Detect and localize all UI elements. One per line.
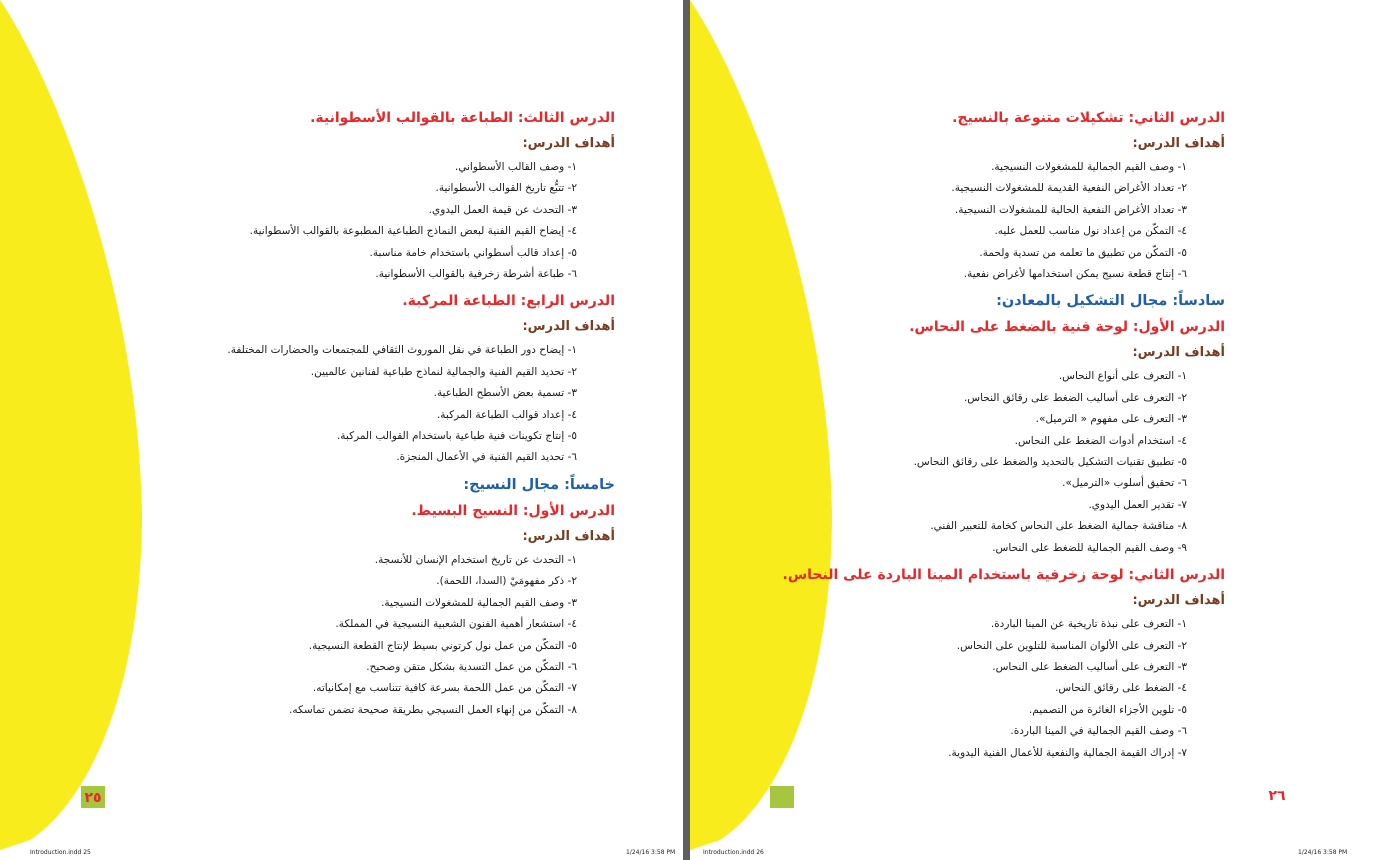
goals-list [220, 157, 615, 285]
lesson-heading: الدرس الأول: النسيج البسيط. [411, 502, 615, 519]
list-item: ٧- إدراك القيمة الجمالية والنفعية للأعمال الفنية اليدوية. [948, 746, 1187, 759]
field-heading: خامساً: مجال النسيج: [463, 476, 615, 493]
list-item: ٤- استشعار أهمية الفنون الشعبية النسيجية في المملكة. [335, 618, 577, 631]
list-item: ٢- تعداد الأغراض النفعية القديمة للمشغولات النسيجية. [951, 182, 1187, 195]
list-item: ٩- وصف القيم الجمالية للضغط على النحاس. [992, 541, 1187, 554]
list-item: ١- التعرف على أنواع النحاس. [1058, 370, 1187, 383]
list-item: ٣- التعرف على مفهوم « الترميل». [1035, 413, 1187, 426]
list-item: ٤- إعداد قوالب الطباعة المركبة. [436, 408, 577, 421]
list-item: ٢- تتبُّع تاريخ القوالب الأسطوانية. [435, 182, 577, 195]
list-item: ١- التعرف على نبذة تاريخية عن المينا الباردة. [990, 618, 1187, 631]
list-item: ٢- التعرف على أساليب الضغط على رقائق النحاس. [963, 391, 1187, 404]
left-page [0, 0, 683, 860]
goals-list [220, 340, 615, 468]
lesson-heading: الدرس الثاني: لوحة زخرفية باستخدام المينا الباردة على النحاس. [782, 567, 1225, 584]
list-item: ٥- تطبيق تقنيات التشكيل بالتحديد والضغط على رقائق النحاس. [913, 456, 1187, 469]
list-item: ٢- تحديد القيم الفنية والجمالية لنماذج طباعية لفنانين عالميين. [310, 365, 577, 378]
list-item: ٥- إعداد قالب أسطواني باستخدام خامة مناسبة. [369, 246, 577, 259]
field-heading: سادساً: مجال التشكيل بالمعادن: [996, 293, 1225, 310]
list-item: ١- التحدث عن تاريخ استخدام الإنسان للأنسجة. [374, 553, 577, 566]
lesson-heading: الدرس الرابع: الطباعة المركبة. [402, 293, 615, 310]
lesson-heading: الدرس الأول: لوحة فنية بالضغط على النحاس. [909, 319, 1225, 336]
goals-heading: أهداف الدرس: [522, 528, 615, 544]
goals-list [780, 614, 1225, 764]
goals-heading: أهداف الدرس: [1132, 136, 1225, 151]
goals-heading: أهداف الدرس: [522, 136, 615, 151]
list-item: ٤- الضغط على رقائق النحاس. [1055, 682, 1187, 695]
list-item: ٣- تسمية بعض الأسطح الطباعية. [433, 387, 577, 400]
footer-file: Introduction.indd 25 [30, 849, 91, 856]
list-item: ٥- التمكّن من عمل نول كرتوني بسيط لإنتاج القطعة النسيجية. [308, 639, 577, 652]
list-item: ٤- التمكّن من إعداد نول مناسب للعمل عليه. [994, 225, 1187, 238]
list-item: ٥- التمكّن من تطبيق ما تعلمه من تسدية ولحمة. [979, 246, 1187, 259]
lesson-heading: الدرس الثالث: الطباعة بالقوالب الأسطوانية. [310, 110, 615, 126]
left-page-content [220, 108, 615, 727]
list-item: ٦- وصف القيم الجمالية في المينا الباردة. [1010, 725, 1187, 738]
goals-list [780, 366, 1225, 559]
list-item: ٦- طباعة أشرطة زخرفية بالقوالب الأسطوانية. [375, 268, 577, 281]
list-item: ٦- تحديد القيم الفنية في الأعمال المنجزة. [396, 451, 577, 464]
list-item: ٦- تحقيق أسلوب «الترميل». [1062, 477, 1187, 490]
page-number-25: ٢٥ [81, 786, 105, 808]
list-item: ٢- ذكر مفهومَيْ (السدا، اللحمة). [436, 575, 577, 588]
right-page-content [780, 108, 1225, 770]
list-item: ٤- إيضاح القيم الفنية لبعض النماذج الطباعية المطبوعة بالقوالب الأسطوانية. [249, 225, 577, 238]
list-item: ٣- وصف القيم الجمالية للمشغولات النسيجية. [381, 596, 577, 609]
list-item: ٣- تعداد الأغراض النفعية الحالية للمشغولات النسيجية. [954, 203, 1187, 216]
list-item: ٨- التمكّن من إنهاء العمل النسيجي بطريقة صحيحة تضمن تماسكه. [289, 703, 577, 716]
list-item: ٨- مناقشة جمالية الضغط على النحاس كخامة للتعبير الفني. [930, 520, 1187, 533]
list-item: ٧- تقدير العمل اليدوي. [1088, 498, 1187, 511]
footer-datetime: 1/24/16 3:58 PM [626, 849, 676, 856]
goals-heading: أهداف الدرس: [1132, 345, 1225, 361]
goals-list [780, 157, 1225, 285]
goals-list [220, 550, 615, 721]
list-item: ٣- التعرف على أساليب الضغط على النحاس. [992, 660, 1187, 673]
list-item: ٥- إنتاج تكوينات فنية طباعية باستخدام القوالب المركبة. [336, 430, 577, 443]
list-item: ٧- التمكّن من عمل اللحمة بسرعة كافية تتناسب مع إمكانياته. [312, 682, 577, 695]
green-marker-box [770, 786, 794, 808]
footer-datetime: 1/24/16 3:58 PM [1298, 849, 1348, 856]
page-gutter [683, 0, 690, 860]
lesson-heading: الدرس الثاني: تشكيلات متنوعة بالنسيج. [952, 110, 1225, 126]
list-item: ١- وصف القالب الأسطواني. [454, 161, 577, 173]
list-item: ١- إيضاح دور الطباعة في نقل الموروث الثقافي للمجتمعات والحضارات المختلفة. [227, 344, 577, 357]
footer-file: Introduction.indd 26 [703, 849, 764, 856]
page-number-26: ٢٦ [1268, 788, 1286, 804]
list-item: ٢- التعرف على الألوان المناسبة للتلوين على النحاس. [956, 639, 1187, 652]
list-item: ٣- التحدث عن قيمة العمل اليدوي. [428, 203, 577, 216]
list-item: ٦- التمكّن من عمل التسدية بشكل متقن وصحيح. [366, 660, 577, 673]
list-item: ١- وصف القيم الجمالية للمشغولات النسيجية. [991, 161, 1187, 173]
goals-heading: أهداف الدرس: [522, 319, 615, 335]
goals-heading: أهداف الدرس: [1132, 593, 1225, 609]
list-item: ٦- إنتاج قطعة نسيج يمكن استخدامها لأغراض نفعية. [963, 268, 1187, 281]
yellow-leaf-decoration [0, 0, 150, 860]
list-item: ٤- استخدام أدوات الضغط على النحاس. [1014, 434, 1187, 447]
list-item: ٥- تلوين الأجزاء الغائرة من التصميم. [1028, 703, 1187, 716]
